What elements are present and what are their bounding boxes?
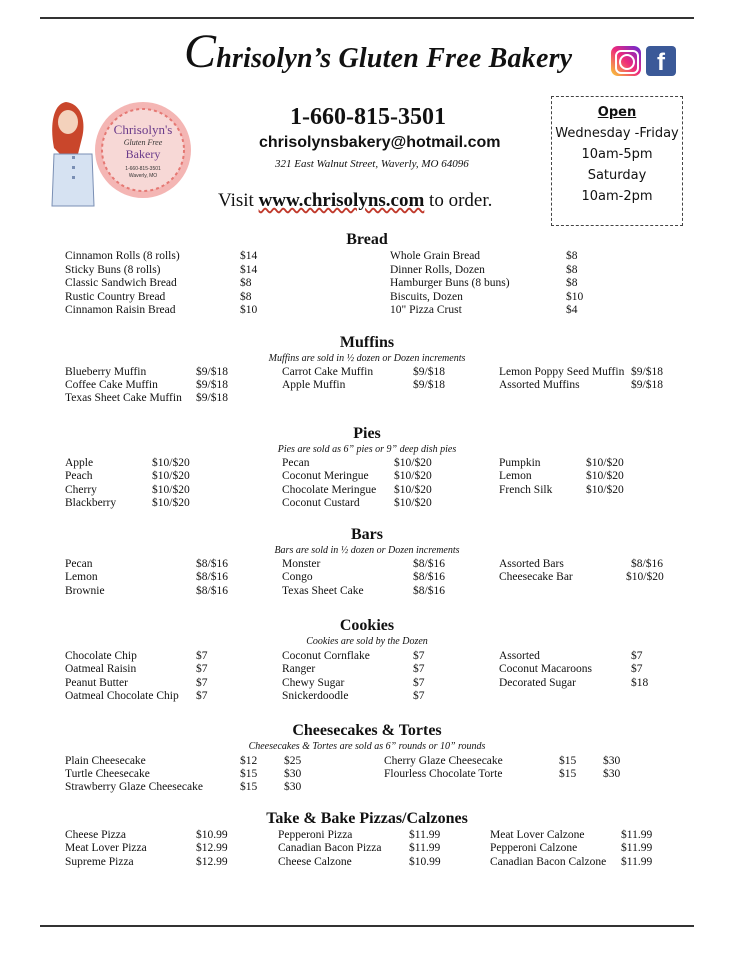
- menu-item-price: $10/$20: [394, 497, 432, 509]
- hours-box: [551, 96, 683, 226]
- hours-time-1: 10am-5pm: [581, 147, 653, 162]
- menu-item-name: Chewy Sugar: [282, 677, 345, 689]
- menu-item-price: $8/$16: [413, 558, 445, 570]
- section-title-bread: Bread: [346, 231, 388, 248]
- menu-item-name: Strawberry Glaze Cheesecake: [65, 781, 203, 793]
- menu-item-price: $14: [240, 264, 258, 276]
- menu-item-name: Congo: [282, 571, 313, 583]
- visit-suffix: to order.: [429, 190, 493, 211]
- menu-item-price: $8/$16: [196, 558, 228, 570]
- website-link[interactable]: www.chrisolyns.com: [258, 190, 425, 211]
- menu-item-name: Assorted Bars: [499, 558, 564, 570]
- section-title-muffins: Muffins: [339, 334, 395, 351]
- menu-item-price-large: $30: [284, 781, 302, 793]
- menu-item-name: Texas Sheet Cake: [282, 585, 364, 597]
- menu-item-price: $8/$16: [196, 585, 228, 597]
- section-title-cheesecakes: Cheesecakes & Tortes: [292, 722, 442, 739]
- menu-item-price: $11.99: [409, 829, 441, 841]
- menu-item-price: $7: [631, 650, 643, 662]
- menu-item-price-small: $15: [559, 755, 577, 767]
- menu-item-price-large: $30: [603, 755, 621, 767]
- menu-item-name: Lemon: [499, 470, 532, 482]
- menu-item-name: Decorated Sugar: [499, 677, 576, 689]
- menu-item-name: Coconut Custard: [282, 497, 360, 509]
- menu-item-price: $9/$18: [196, 366, 228, 378]
- menu-item-price-small: $15: [240, 768, 258, 780]
- menu-item-name: Monster: [282, 558, 321, 570]
- menu-item-name: Meat Lover Pizza: [65, 842, 147, 854]
- menu-item-price: $10/$20: [586, 484, 624, 496]
- menu-item-price: $9/$18: [196, 379, 228, 391]
- menu-item-name: Blueberry Muffin: [65, 366, 147, 378]
- menu-item-name: Texas Sheet Cake Muffin: [65, 392, 182, 404]
- logo-name: Chrisolyn's: [113, 122, 173, 137]
- menu-item-price: $7: [413, 690, 425, 702]
- menu-item-name: Pecan: [65, 558, 93, 570]
- menu-item-name: Apple: [65, 457, 94, 469]
- menu-item-name: Oatmeal Chocolate Chip: [65, 690, 179, 702]
- menu-item-price: $8: [566, 250, 578, 262]
- instagram-icon[interactable]: [611, 46, 641, 76]
- menu-item-name: Hamburger Buns (8 buns): [390, 277, 510, 289]
- menu-item-name: Ranger: [282, 663, 316, 675]
- menu-item-price: $10/$20: [152, 484, 190, 496]
- menu-item-price: $7: [196, 663, 208, 675]
- menu-item-price: $11.99: [621, 829, 653, 841]
- menu-item-price-large: $30: [603, 768, 621, 780]
- menu-item-name: Meat Lover Calzone: [490, 829, 585, 841]
- page-title: [184, 25, 573, 78]
- title-rest: hrisolyn’s Gluten Free Bakery: [216, 43, 573, 74]
- menu-item-price: $10/$20: [394, 457, 432, 469]
- menu-item-name: Classic Sandwich Bread: [65, 277, 177, 289]
- hours-days-2: Saturday: [587, 168, 647, 183]
- menu-item-price: $10.99: [196, 829, 228, 841]
- menu-item-price: $4: [566, 304, 578, 316]
- menu-item-name: Dinner Rolls, Dozen: [390, 264, 485, 276]
- menu-item-name: Assorted Muffins: [499, 379, 580, 391]
- menu-item-price: $7: [413, 650, 425, 662]
- chef-figure: [52, 102, 94, 206]
- menu-item-price-small: $15: [240, 781, 258, 793]
- menu-item-name: Snickerdoodle: [282, 690, 349, 702]
- menu-item-name: Brownie: [65, 585, 105, 597]
- menu-item-name: Canadian Bacon Calzone: [490, 856, 607, 868]
- visit-line: [218, 190, 492, 212]
- section-title-pies: Pies: [353, 425, 381, 442]
- menu-item-name: Sticky Buns (8 rolls): [65, 264, 161, 276]
- menu-item-name: Pecan: [282, 457, 310, 469]
- menu-item-name: Coconut Macaroons: [499, 663, 592, 675]
- menu-item-name: Cinnamon Raisin Bread: [65, 304, 176, 316]
- menu-item-name: Oatmeal Raisin: [65, 663, 137, 675]
- menu-item-name: Cinnamon Rolls (8 rolls): [65, 250, 180, 262]
- menu-item-price: $9/$18: [196, 392, 228, 404]
- menu-item-price: $7: [196, 650, 208, 662]
- menu-item-price: $8: [566, 264, 578, 276]
- pies-note: Pies are sold as 6” pies or 9” deep dish pies: [277, 444, 457, 455]
- menu-item-name: Pumpkin: [499, 457, 541, 469]
- hours-days-1: Wednesday -Friday: [555, 126, 679, 141]
- bottom-border: [40, 925, 694, 927]
- menu-item-name: Apple Muffin: [282, 379, 346, 391]
- menu-item-price: $9/$18: [413, 379, 445, 391]
- menu-item-name: Pepperoni Pizza: [278, 829, 353, 841]
- phone-number[interactable]: 1-660-815-3501: [290, 104, 446, 130]
- logo-phone: 1-660-815-3501: [125, 166, 161, 172]
- menu-item-price: $10/$20: [394, 484, 432, 496]
- menu-item-price: $7: [196, 690, 208, 702]
- hours-time-2: 10am-2pm: [581, 189, 653, 204]
- menu-item-name: Coconut Cornflake: [282, 650, 370, 662]
- menu-item-price: $8/$16: [413, 585, 445, 597]
- menu-item-price-small: $15: [559, 768, 577, 780]
- menu-item-price: $10.99: [409, 856, 441, 868]
- logo-bakery: Bakery: [125, 147, 161, 161]
- menu-item-name: Cheese Pizza: [65, 829, 126, 841]
- bakery-logo: [48, 98, 198, 208]
- menu-item-price: $9/$18: [631, 379, 663, 391]
- cheesecakes-note: Cheesecakes & Tortes are sold as 6” rounds or 10” rounds: [248, 741, 486, 752]
- hours-heading: Open: [597, 105, 637, 120]
- menu-item-price: $8: [240, 277, 252, 289]
- email-address[interactable]: chrisolynsbakery@hotmail.com: [259, 134, 501, 151]
- menu-item-name: Flourless Chocolate Torte: [384, 768, 503, 780]
- menu-item-name: Biscuits, Dozen: [390, 291, 463, 303]
- visit-prefix: Visit: [218, 190, 254, 211]
- menu-item-price: $10/$20: [152, 470, 190, 482]
- menu-item-name: Blackberry: [65, 497, 117, 509]
- menu-item-price: $8: [240, 291, 252, 303]
- menu-item-name: Coconut Meringue: [282, 470, 369, 482]
- menu-item-name: Peach: [65, 470, 93, 482]
- menu-item-name: Peanut Butter: [65, 677, 128, 689]
- menu-item-price: $10: [566, 291, 584, 303]
- menu-item-price: $8/$16: [196, 571, 228, 583]
- menu-item-price: $10/$20: [586, 457, 624, 469]
- menu-item-price-small: $12: [240, 755, 258, 767]
- menu-item-price: $14: [240, 250, 258, 262]
- muffins-note: Muffins are sold in ½ dozen or Dozen increments: [268, 353, 466, 364]
- menu-item-name: Coffee Cake Muffin: [65, 379, 158, 391]
- menu-item-name: Cheese Calzone: [278, 856, 352, 868]
- menu-item-price: $18: [631, 677, 649, 689]
- menu-item-price: $9/$18: [631, 366, 663, 378]
- menu-item-name: Carrot Cake Muffin: [282, 366, 374, 378]
- menu-item-name: Supreme Pizza: [65, 856, 134, 868]
- menu-item-name: Cherry: [65, 484, 97, 496]
- menu-item-price: $10/$20: [586, 470, 624, 482]
- logo-subtitle: Gluten Free: [123, 138, 163, 147]
- menu-item-price: $7: [413, 677, 425, 689]
- cookies-note: Cookies are sold by the Dozen: [306, 636, 428, 647]
- menu-item-name: Chocolate Chip: [65, 650, 137, 662]
- menu-item-name: Assorted: [499, 650, 540, 662]
- menu-item-name: Pepperoni Calzone: [490, 842, 578, 854]
- menu-item-name: Lemon: [65, 571, 98, 583]
- menu-item-name: Cheesecake Bar: [499, 571, 573, 583]
- menu-item-price: $10/$20: [626, 571, 664, 583]
- street-address: 321 East Walnut Street, Waverly, MO 64096: [275, 158, 469, 170]
- menu-item-price: $9/$18: [413, 366, 445, 378]
- menu-item-price: $10/$20: [394, 470, 432, 482]
- facebook-icon[interactable]: f: [646, 46, 676, 76]
- menu-item-name: French Silk: [499, 484, 553, 496]
- menu-item-price: $10/$20: [152, 457, 190, 469]
- menu-item-price: $12.99: [196, 842, 228, 854]
- menu-item-price: $11.99: [621, 842, 653, 854]
- menu-item-price: $11.99: [621, 856, 653, 868]
- section-title-bars: Bars: [351, 526, 383, 543]
- menu-item-price: $10/$20: [152, 497, 190, 509]
- bars-note: Bars are sold in ½ dozen or Dozen increments: [274, 545, 460, 556]
- menu-item-name: Canadian Bacon Pizza: [278, 842, 382, 854]
- menu-item-name: Whole Grain Bread: [390, 250, 481, 262]
- menu-item-name: Cherry Glaze Cheesecake: [384, 755, 503, 767]
- menu-item-name: Turtle Cheesecake: [65, 768, 150, 780]
- menu-item-price: $7: [196, 677, 208, 689]
- menu-item-name: 10" Pizza Crust: [390, 304, 462, 316]
- top-border: [40, 17, 694, 19]
- section-title-pizzas: Take & Bake Pizzas/Calzones: [266, 810, 468, 827]
- menu-item-price: $7: [413, 663, 425, 675]
- menu-item-name: Chocolate Meringue: [282, 484, 377, 496]
- menu-item-price-large: $30: [284, 768, 302, 780]
- menu-item-price: $10: [240, 304, 258, 316]
- menu-item-name: Lemon Poppy Seed Muffin: [499, 366, 625, 378]
- menu-item-price: $7: [631, 663, 643, 675]
- menu-item-name: Plain Cheesecake: [65, 755, 146, 767]
- title-initial: C: [184, 25, 217, 78]
- menu-item-price: $12.99: [196, 856, 228, 868]
- menu-item-name: Rustic Country Bread: [65, 291, 166, 303]
- menu-item-price-large: $25: [284, 755, 302, 767]
- section-title-cookies: Cookies: [339, 617, 395, 634]
- menu-item-price: $8/$16: [413, 571, 445, 583]
- menu-item-price: $8/$16: [631, 558, 663, 570]
- menu-item-price: $11.99: [409, 842, 441, 854]
- menu-item-price: $8: [566, 277, 578, 289]
- logo-city: Waverly, MO: [128, 173, 158, 179]
